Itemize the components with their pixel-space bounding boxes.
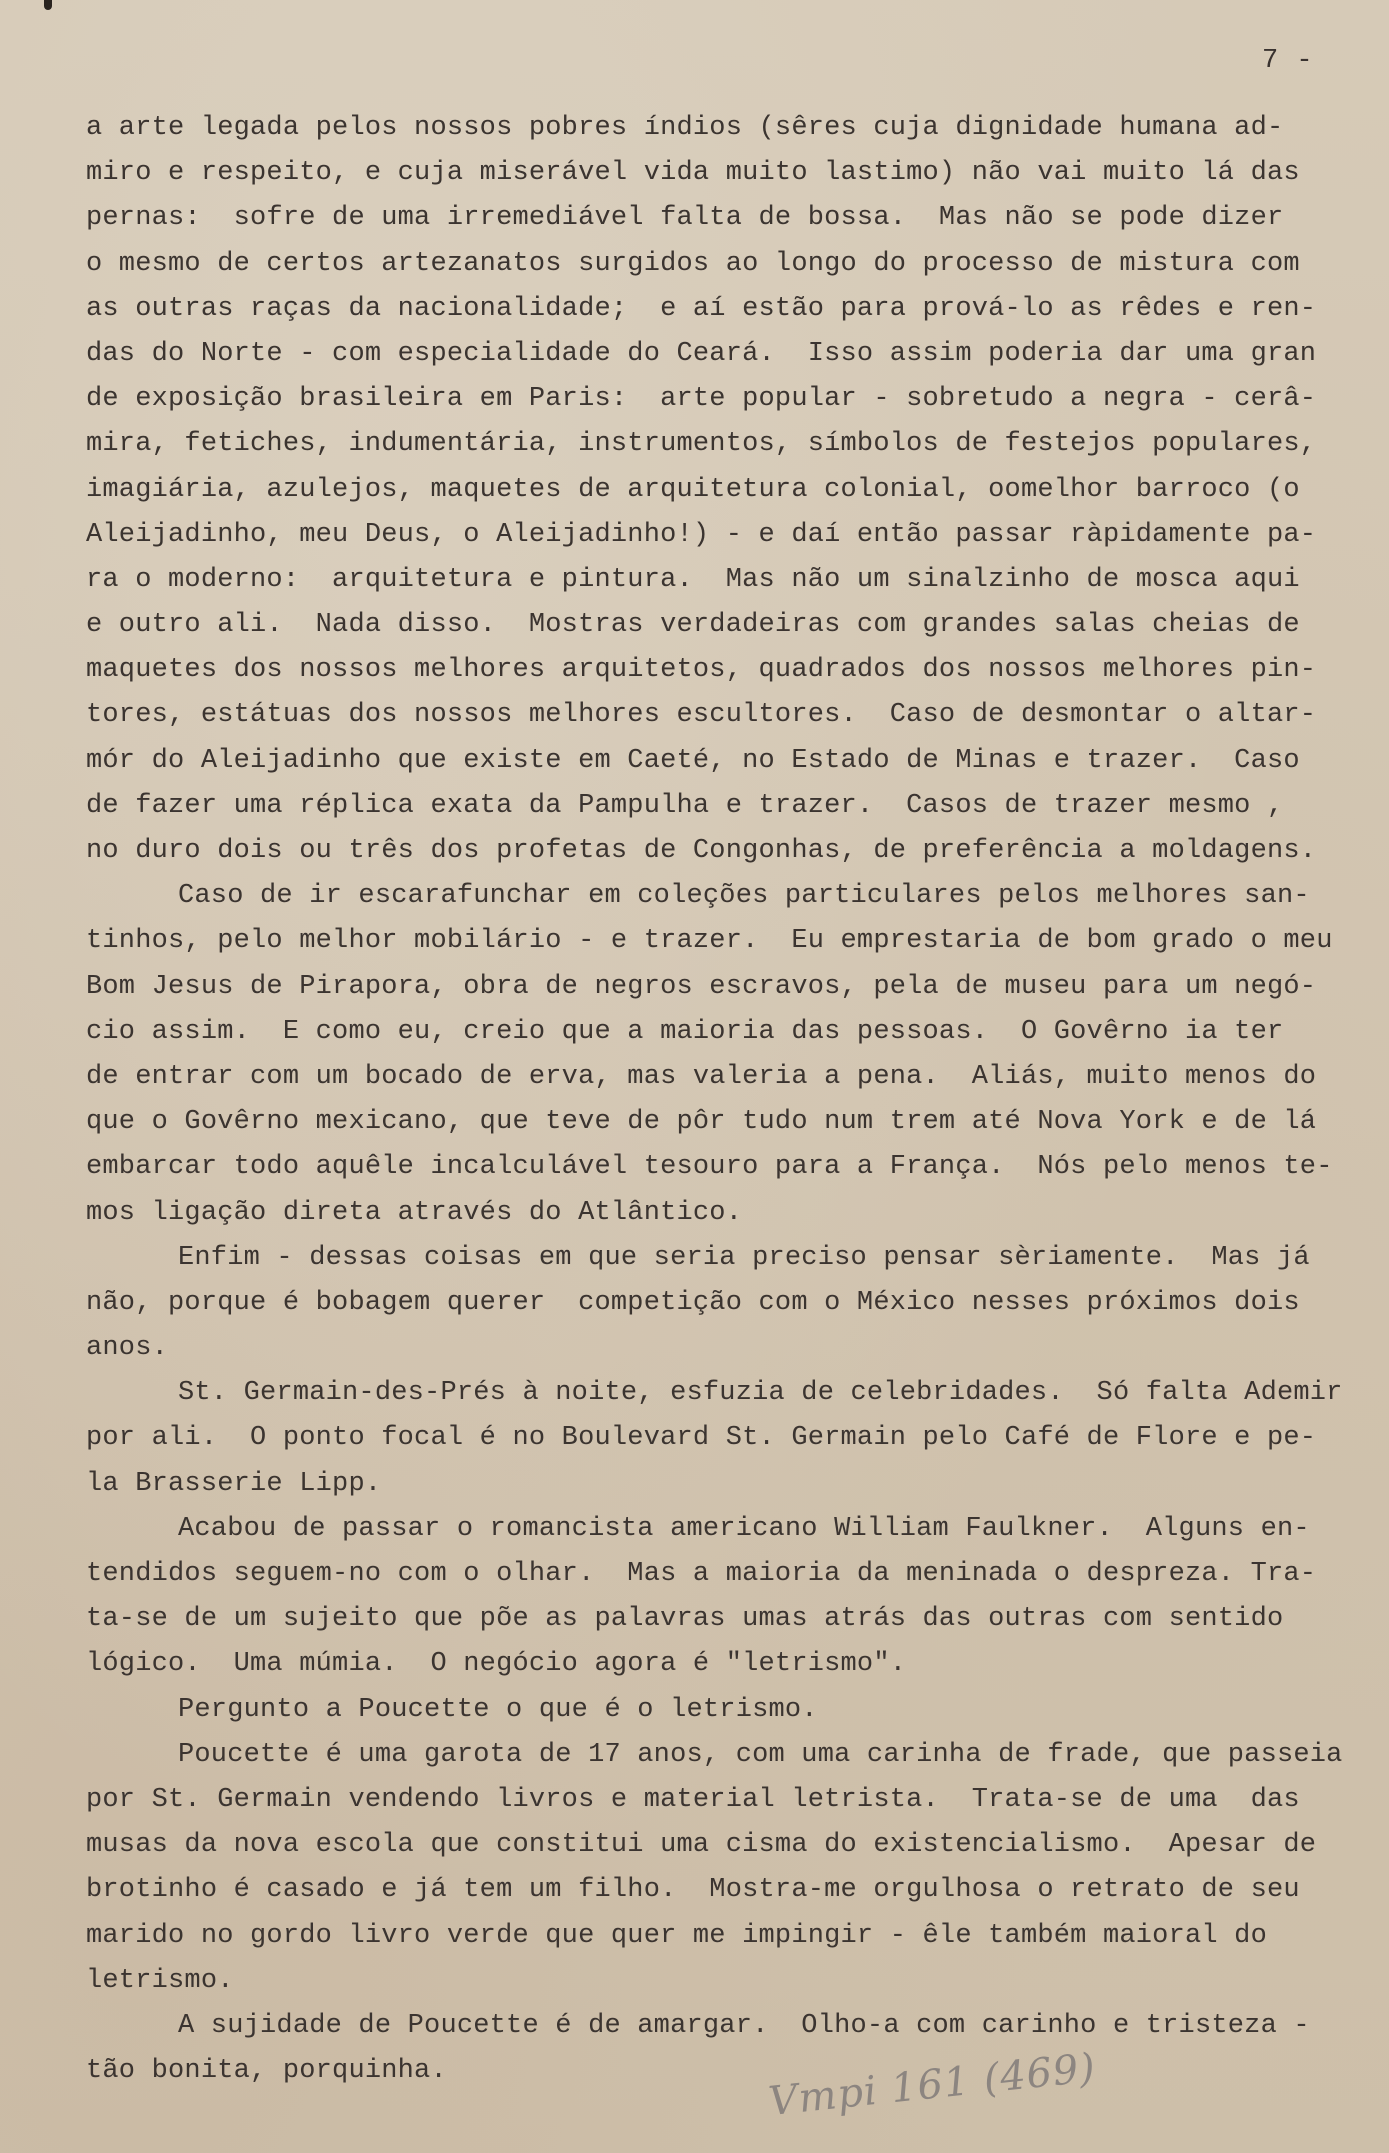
text-line: mira, fetiches, indumentária, instrumentos, símbolos de festejos populares, [86, 429, 1317, 460]
text-line: marido no gordo livro verde que quer me impingir - êle também maioral do [86, 1920, 1267, 1951]
text-line: das do Norte - com especialidade do Ceará. Isso assim poderia dar uma gran [86, 338, 1317, 369]
text-line: tinhos, pelo melhor mobilário - e trazer. Eu emprestaria de bom grado o meu [86, 926, 1333, 957]
text-line: la Brasserie Lipp. [86, 1468, 382, 1499]
text-line: St. Germain-des-Prés à noite, esfuzia de celebridades. Só falta Ademir [178, 1378, 1343, 1409]
text-line: mos ligação direta através do Atlântico. [86, 1197, 743, 1228]
text-line: as outras raças da nacionalidade; e aí estão para prová-lo as rêdes e ren- [86, 293, 1317, 324]
text-line: A sujidade de Poucette é de amargar. Olho-a com carinho e tristeza - [178, 2010, 1310, 2041]
text-line: musas da nova escola que constitui uma cisma do existencialismo. Apesar de [86, 1830, 1317, 1861]
text-line: Enfim - dessas coisas em que seria preciso pensar sèriamente. Mas já [178, 1242, 1310, 1273]
text-line: tores, estátuas dos nossos melhores escultores. Caso de desmontar o altar- [86, 700, 1317, 731]
text-line: não, porque é bobagem querer competição com o México nesses próximos dois [86, 1287, 1300, 1318]
typewritten-body [86, 106, 1376, 2094]
text-line: Bom Jesus de Pirapora, obra de negros escravos, pela de museu para um negó- [86, 971, 1317, 1002]
text-line: por ali. O ponto focal é no Boulevard St. Germain pelo Café de Flore e pe- [86, 1423, 1317, 1454]
text-line: maquetes dos nossos melhores arquitetos, quadrados dos nossos melhores pin- [86, 655, 1317, 686]
page-number: 7 - [1262, 46, 1314, 76]
text-line: embarcar todo aquêle incalculável tesouro para a França. Nós pelo menos te- [86, 1152, 1333, 1183]
text-line: de exposição brasileira em Paris: arte popular - sobretudo a negra - cerâ- [86, 384, 1317, 415]
text-line: pernas: sofre de uma irremediável falta de bossa. Mas não se pode dizer [86, 203, 1284, 234]
text-line: Caso de ir escarafunchar em coleções particulares pelos melhores san- [178, 881, 1310, 912]
text-line: no duro dois ou três dos profetas de Congonhas, de preferência a moldagens. [86, 836, 1317, 866]
text-line: miro e respeito, e cuja miserável vida muito lastimo) não vai muito lá das [86, 158, 1300, 189]
text-line: ra o moderno: arquitetura e pintura. Mas não um sinalzinho de mosca aqui [86, 564, 1300, 595]
text-line: brotinho é casado e já tem um filho. Mostra-me orgulhosa o retrato de seu [86, 1875, 1300, 1906]
binding-mark [44, 0, 52, 10]
text-line: o mesmo de certos artezanatos surgidos ao longo do processo de mistura com [86, 248, 1300, 279]
text-line: tendidos seguem-no com o olhar. Mas a maioria da meninada o despreza. Tra- [86, 1559, 1317, 1589]
text-line: Aleijadinho, meu Deus, o Aleijadinho!) - e daí então passar ràpidamente pa- [86, 519, 1317, 550]
text-line: anos. [86, 1333, 169, 1364]
text-line: Acabou de passar o romancista americano William Faulkner. Alguns en- [178, 1513, 1310, 1544]
text-line: Poucette é uma garota de 17 anos, com uma carinha de frade, que passeia [178, 1739, 1343, 1770]
text-line: letrismo. [86, 1965, 234, 1996]
text-line: Pergunto a Poucette o que é o letrismo. [178, 1694, 818, 1725]
text-line: de fazer uma réplica exata da Pampulha e trazer. Casos de trazer mesmo , [86, 790, 1284, 821]
text-line: mór do Aleijadinho que existe em Caeté, no Estado de Minas e trazer. Caso [86, 745, 1300, 776]
text-line: por St. Germain vendendo livros e material letrista. Trata-se de uma das [86, 1784, 1300, 1815]
text-line: imagiária, azulejos, maquetes de arquitetura colonial, oomelhor barroco (o [86, 474, 1300, 505]
text-line: que o Govêrno mexicano, que teve de pôr tudo num trem até Nova York e de lá [86, 1107, 1317, 1138]
text-line: cio assim. E como eu, creio que a maioria das pessoas. O Govêrno ia ter [86, 1016, 1284, 1047]
text-line: lógico. Uma múmia. O negócio agora é "letrismo". [86, 1649, 907, 1680]
text-line: a arte legada pelos nossos pobres índios (sêres cuja dignidade humana ad- [86, 113, 1284, 143]
text-line: e outro ali. Nada disso. Mostras verdadeiras com grandes salas cheias de [86, 610, 1300, 641]
handwritten-archive-note: Vmpi 161 (469) [766, 2044, 1099, 2126]
text-line: ta-se de um sujeito que põe as palavras umas atrás das outras com sentido [86, 1604, 1284, 1635]
text-line: de entrar com um bocado de erva, mas valeria a pena. Aliás, muito menos do [86, 1061, 1317, 1092]
text-line: tão bonita, porquinha. [86, 2056, 447, 2087]
